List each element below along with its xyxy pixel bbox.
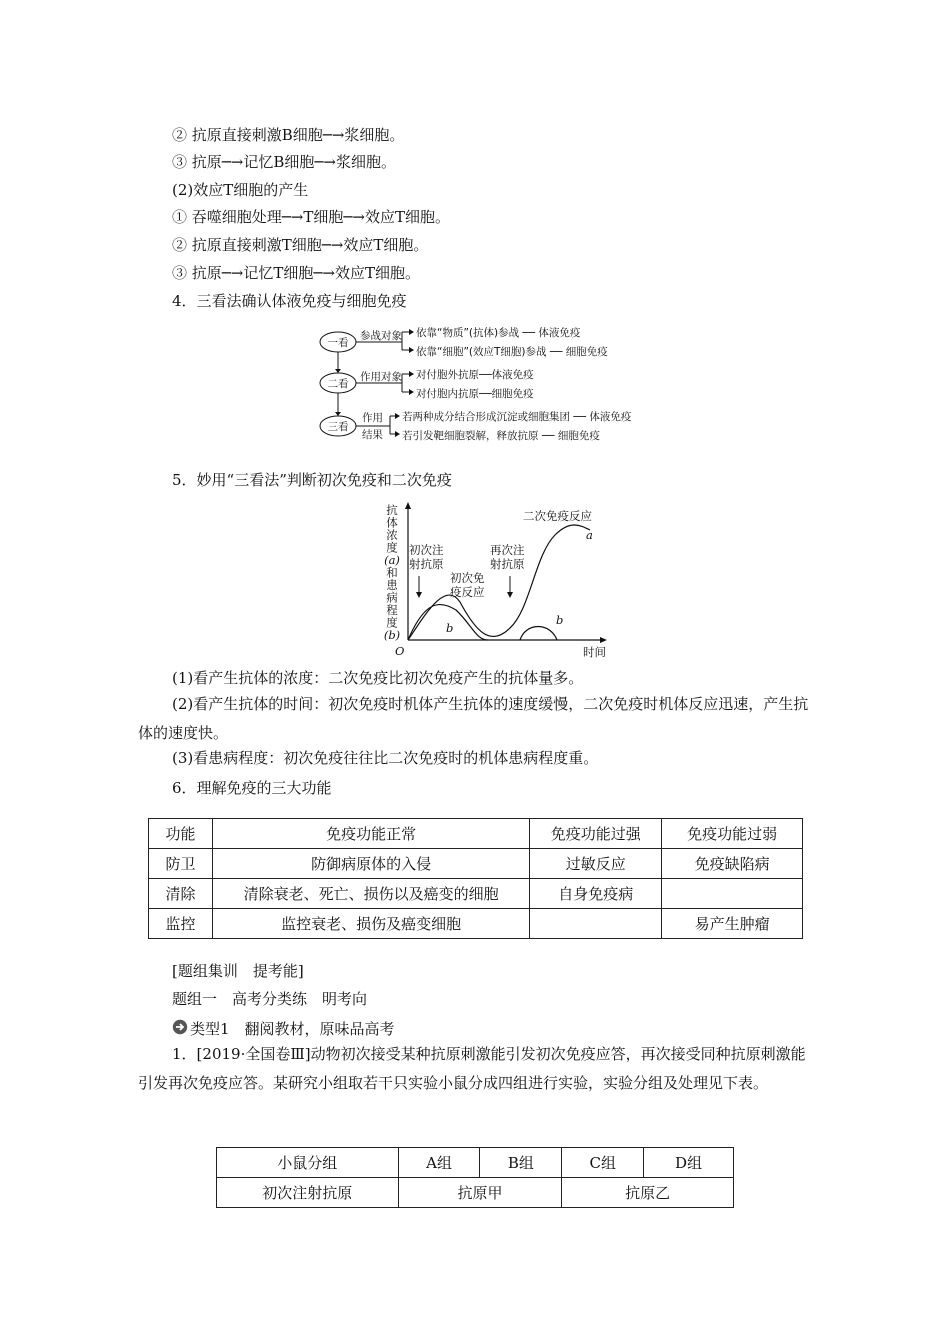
text-line-2: ③ 抗原─→记忆B细胞─→浆细胞。: [172, 153, 396, 171]
text-line-4: ① 吞噬细胞处理─→T细胞─→效应T细胞。: [172, 208, 450, 226]
table-header-cell: 免疫功能过强: [530, 819, 662, 849]
y-axis-label-char: (a): [384, 553, 400, 567]
paragraph-1: (1)看产生抗体的浓度：二次免疫比初次免疫产生的抗体量多。: [172, 669, 584, 687]
series-b-label-1: b: [446, 621, 454, 635]
table-cell: 清除衰老、死亡、损伤以及癌变的细胞: [212, 879, 530, 909]
question-group-title: 题组一 高考分类练 明考向: [172, 990, 368, 1008]
text-line-1: ② 抗原直接刺激B细胞─→浆细胞。: [172, 126, 405, 144]
y-axis-label-char: 抗: [386, 503, 398, 517]
curve-b-second: [520, 627, 557, 641]
annotation-first-inject-1: 初次注: [409, 543, 444, 557]
table-header-row: [149, 819, 803, 849]
annotation-re-inject-1: 再次注: [490, 543, 525, 557]
series-a-label: a: [586, 528, 593, 542]
look-3-category-a: 作用: [362, 412, 383, 424]
y-axis-label-char: 患: [386, 578, 398, 592]
text-line-6: ③ 抗原─→记忆T细胞─→效应T细胞。: [172, 264, 420, 282]
paragraph-3: (3)看患病程度：初次免疫往往比二次免疫时的机体患病程度重。: [172, 749, 599, 767]
section-heading-6: 6．理解免疫的三大功能: [172, 779, 332, 797]
table-cell: 易产生肿瘤: [662, 909, 803, 939]
text-line-3: (2)效应T细胞的产生: [172, 181, 309, 199]
table-cell: [530, 909, 662, 939]
annotation-second-response: 二次免疫反应: [523, 509, 592, 523]
table-row: [149, 909, 803, 939]
immune-functions-table: [148, 818, 803, 939]
annotation-re-inject-2: 射抗原: [490, 557, 525, 571]
table-cell: 过敏反应: [530, 849, 662, 879]
three-look-diagram: [310, 320, 690, 450]
section-tag: [题组集训 提考能]: [172, 962, 304, 980]
table-header-cell: C组: [562, 1148, 644, 1178]
y-axis-label-char: 和: [386, 565, 398, 580]
y-axis-label-char: 程: [386, 603, 398, 617]
table-cell: 初次注射抗原: [217, 1178, 399, 1208]
table-cell: 抗原乙: [562, 1178, 734, 1208]
text-line-5: ② 抗原直接刺激T细胞─→效应T细胞。: [172, 236, 429, 254]
annotation-first-inject-2: 射抗原: [409, 557, 444, 571]
y-axis-label-char: 度: [386, 540, 398, 555]
y-axis-label-char: 度: [386, 615, 398, 630]
table-row: [217, 1178, 734, 1208]
table-cell: 自身免疫病: [530, 879, 662, 909]
y-axis-label-char: 浓: [386, 528, 398, 542]
look-1-category: 参战对象: [360, 330, 402, 342]
look-3-category-b: 结果: [362, 429, 383, 441]
table-cell: 防卫: [149, 849, 213, 879]
look-1-result-a: 依靠“物质”(抗体)参战 ── 体液免疫: [416, 327, 581, 339]
look-2-result-a: 对付胞外抗原──体液免疫: [416, 369, 534, 381]
y-axis-label-char: 体: [386, 515, 398, 530]
immune-response-chart: [380, 500, 620, 662]
section-heading-5: 5．妙用“三看法”判断初次免疫和二次免疫: [172, 471, 452, 489]
table-cell: 免疫缺陷病: [662, 849, 803, 879]
table-header-cell: B组: [480, 1148, 562, 1178]
table-header-cell: D组: [644, 1148, 734, 1178]
table-header-cell: 免疫功能过弱: [662, 819, 803, 849]
circle-arrow-icon: [172, 1019, 188, 1035]
table-cell: 清除: [149, 879, 213, 909]
y-axis-label-char: 病: [386, 590, 398, 605]
look-2-category: 作用对象: [360, 371, 402, 383]
look-2-label: 二看: [327, 378, 349, 390]
look-2-result-b: 对付胞内抗原──细胞免疫: [416, 388, 534, 400]
table-header-cell: 功能: [149, 819, 213, 849]
table-row: [149, 879, 803, 909]
table-cell: 监控衰老、损伤及癌变细胞: [212, 909, 530, 939]
y-axis-label-char: (b): [383, 628, 401, 642]
section-heading-4: 4．三看法确认体液免疫与细胞免疫: [172, 292, 407, 310]
table-header-cell: A组: [398, 1148, 480, 1178]
table-header-row: [217, 1148, 734, 1178]
y-axis-label: [384, 503, 400, 642]
table-row: [149, 849, 803, 879]
table-cell: [662, 879, 803, 909]
table-cell: 监控: [149, 909, 213, 939]
table-cell: 抗原甲: [398, 1178, 562, 1208]
look-1-label: 一看: [327, 337, 349, 349]
type-heading: 类型1 翻阅教材，原味品高考: [190, 1020, 395, 1038]
question-1-text: 1．[2019·全国卷Ⅲ]动物初次接受某种抗原刺激能引发初次免疫应答，再次接受同种抗原刺激能引发再次免疫应答。某研究小组取若干只实验小鼠分成四组进行实验，实验分组及处理见下表。: [138, 1045, 806, 1092]
table-header-cell: 小鼠分组: [217, 1148, 399, 1178]
annotation-first-response-2: 疫反应: [450, 585, 485, 599]
look-3-result-a: 若两种成分结合形成沉淀或细胞集团 ── 体液免疫: [402, 411, 632, 423]
look-3-label: 三看: [327, 421, 349, 433]
look-3-result-b: 若引发靶细胞裂解，释放抗原 ── 细胞免疫: [402, 430, 600, 442]
look-1-result-b: 依靠“细胞”(效应T细胞)参战 ── 细胞免疫: [416, 346, 608, 358]
origin-label: O: [395, 644, 405, 658]
paragraph-2: (2)看产生抗体的时间：初次免疫时机体产生抗体的速度缓慢，二次免疫时机体反应迅速，产生抗体的速度快。: [138, 695, 809, 742]
mouse-groups-table: [216, 1147, 734, 1208]
series-b-label-2: b: [556, 613, 564, 627]
table-header-cell: 免疫功能正常: [212, 819, 530, 849]
table-cell: 防御病原体的入侵: [212, 849, 530, 879]
x-axis-label: 时间: [583, 645, 606, 659]
annotation-first-response-1: 初次免: [450, 571, 485, 585]
